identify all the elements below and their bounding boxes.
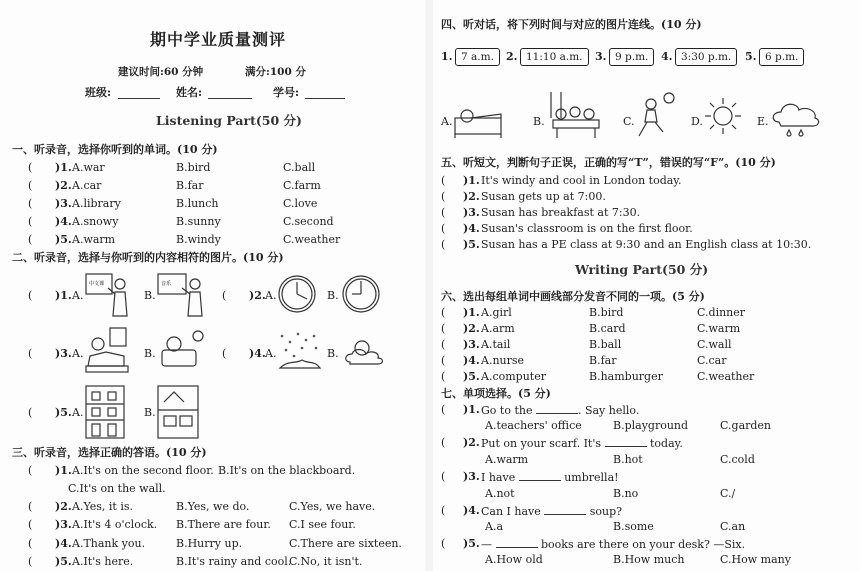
id-field[interactable] xyxy=(305,88,345,99)
answer-paren[interactable]: ( xyxy=(441,322,446,335)
clock-face-picture-b xyxy=(340,273,382,315)
answer-paren[interactable]: ( xyxy=(441,206,446,219)
option-c: C.dinner xyxy=(697,306,746,319)
question-num: )5. xyxy=(55,406,72,419)
option-a: A.warm xyxy=(485,453,529,466)
answer-paren[interactable]: ( xyxy=(28,215,33,228)
answer-paren[interactable]: ( xyxy=(28,289,33,302)
board-text: 音乐 xyxy=(161,281,172,287)
option-a: A.It's on the second floor. xyxy=(72,464,214,477)
time-label: 建议时间:60 分钟 xyxy=(118,66,204,78)
answer-paren[interactable]: ( xyxy=(28,500,33,513)
stem-post: books are there on your desk? —Six. xyxy=(541,538,746,551)
rain-cloud-picture xyxy=(769,98,821,138)
question-num: )5. xyxy=(463,238,480,251)
question-num: )3. xyxy=(463,470,480,483)
statement: It's windy and cool in London today. xyxy=(481,174,682,187)
left-page xyxy=(0,0,425,571)
question-num: )4. xyxy=(55,537,72,550)
answer-paren[interactable]: ( xyxy=(441,190,446,203)
option-a: A.arm xyxy=(481,322,515,335)
pic-label: C. xyxy=(623,115,635,128)
answer-paren[interactable]: ( xyxy=(441,370,446,383)
sun-rays xyxy=(705,98,741,134)
option-b: B.playground xyxy=(613,419,689,432)
question-num: )3. xyxy=(463,338,480,351)
question-stem xyxy=(481,470,619,485)
snowy-scene-picture xyxy=(276,330,322,374)
option-b: B.windy xyxy=(176,233,221,246)
option-b: B.lunch xyxy=(176,197,219,210)
option-c: C.There are sixteen. xyxy=(289,537,402,550)
sun-behind-cloud-picture xyxy=(340,336,390,366)
fill-blank[interactable] xyxy=(536,403,578,414)
option-c: C.second xyxy=(283,215,334,228)
writing-part-header: Writing Part(50 分) xyxy=(575,262,709,277)
time-num: 2. xyxy=(506,50,518,63)
question-num: )2. xyxy=(463,322,480,335)
fill-blank[interactable] xyxy=(496,537,538,548)
option-c: C.warm xyxy=(697,322,741,335)
option-c: C.weather xyxy=(283,233,341,246)
section5-title: 五、听短文，判断句子正误，正确的写“T”，错误的写“F”。(10 分) xyxy=(441,156,776,169)
option-a: A.snowy xyxy=(72,215,119,228)
answer-paren[interactable]: ( xyxy=(441,403,446,416)
answer-paren[interactable]: ( xyxy=(441,537,446,550)
option-b: B.Hurry up. xyxy=(176,537,243,550)
option-b: B.far xyxy=(176,179,204,192)
question-num: )3. xyxy=(55,518,72,531)
option-a: A.How old xyxy=(485,553,543,566)
statement: Susan has breakfast at 7:30. xyxy=(481,206,641,219)
option-b: B.How much xyxy=(613,553,685,566)
option-c: C.ball xyxy=(283,161,316,174)
option-a: A.Thank you. xyxy=(72,537,146,550)
option-b: B.There are four. xyxy=(176,518,271,531)
listening-part-header: Listening Part(50 分) xyxy=(156,113,302,128)
section6-title: 六、选出每组单词中画线部分发音不同的一项。(5 分) xyxy=(441,290,705,303)
option-a: A.nurse xyxy=(481,354,525,367)
answer-paren[interactable]: ( xyxy=(28,406,33,419)
option-b: B.hamburger xyxy=(589,370,663,383)
stem-pre: I have xyxy=(481,471,516,484)
answer-paren[interactable]: ( xyxy=(28,518,33,531)
stem-pre: Go to the xyxy=(481,404,533,417)
answer-paren[interactable]: ( xyxy=(441,338,446,351)
option-a: A. xyxy=(72,289,84,302)
question-num: )4. xyxy=(463,222,480,235)
option-b: B. xyxy=(144,347,156,360)
question-num: )1. xyxy=(55,161,72,174)
stem-pre: — xyxy=(481,538,492,551)
option-a: A.computer xyxy=(481,370,546,383)
stem-post: umbrella! xyxy=(564,471,619,484)
option-b: B. xyxy=(144,289,156,302)
time-box[interactable]: 3:30 p.m. xyxy=(675,48,737,66)
stem-post: . Say hello. xyxy=(577,404,640,417)
teacher-chinese-class-picture xyxy=(84,270,128,320)
pic-label: A. xyxy=(441,115,453,128)
fill-blank[interactable] xyxy=(519,470,561,481)
option-c: C.an xyxy=(720,520,746,533)
teacher-music-class-picture xyxy=(156,270,204,320)
option-b: B.card xyxy=(589,322,626,335)
pic-label: B. xyxy=(533,115,545,128)
option-b: B.sunny xyxy=(176,215,221,228)
question-num: )5. xyxy=(55,233,72,246)
option-b: B.no xyxy=(613,487,639,500)
answer-paren[interactable]: ( xyxy=(441,222,446,235)
answer-paren[interactable]: ( xyxy=(441,174,446,187)
question-num: )1. xyxy=(463,174,480,187)
sun-picture xyxy=(703,96,743,136)
stem-pre: Can I have xyxy=(481,505,541,518)
section2-title: 二、听录音，选择与你听到的内容相符的图片。(10 分) xyxy=(12,251,284,264)
question-stem xyxy=(481,403,639,418)
option-c: C.weather xyxy=(697,370,755,383)
question-num: )5. xyxy=(463,370,480,383)
section7-title: 七、单项选择。(5 分) xyxy=(441,387,551,400)
time-box[interactable]: 9 p.m. xyxy=(609,48,654,66)
option-c: C.How many xyxy=(720,553,791,566)
statement: Susan's classroom is on the first floor. xyxy=(481,222,693,235)
option-c: C.I see four. xyxy=(289,518,356,531)
time-box[interactable]: 6 p.m. xyxy=(759,48,804,66)
option-a: A.teachers' office xyxy=(485,419,582,432)
stem-pre: Put on your scarf. It's xyxy=(481,437,602,450)
answer-paren[interactable]: ( xyxy=(222,289,227,302)
answer-paren[interactable]: ( xyxy=(28,233,33,246)
option-a: A. xyxy=(72,406,84,419)
answer-paren[interactable]: ( xyxy=(222,347,227,360)
option-a: A. xyxy=(72,347,84,360)
answer-paren[interactable]: ( xyxy=(28,161,33,174)
option-a: A.warm xyxy=(72,233,116,246)
answer-paren[interactable]: ( xyxy=(441,504,446,517)
snowflakes xyxy=(281,333,318,358)
question-num: )3. xyxy=(463,206,480,219)
pic-label: E. xyxy=(757,115,769,128)
answer-paren[interactable]: ( xyxy=(28,464,33,477)
section3-title: 三、听录音，选择正确的答语。(10 分) xyxy=(12,446,207,459)
option-b: B. xyxy=(144,406,156,419)
option-a: A.It's here. xyxy=(72,555,134,568)
option-a: A. xyxy=(265,347,277,360)
question-num: )4. xyxy=(249,347,266,360)
time-num: 5. xyxy=(745,50,757,63)
question-num: )2. xyxy=(463,190,480,203)
exam-title: 期中学业质量测评 xyxy=(150,30,287,49)
stem-post: soup? xyxy=(589,505,623,518)
name-field[interactable] xyxy=(208,88,252,99)
section4-title: 四、听对话，将下列时间与对应的图片连线。(10 分) xyxy=(441,18,702,31)
option-b: B. xyxy=(327,289,339,302)
score-label: 满分:100 分 xyxy=(245,66,306,78)
question-num: )5. xyxy=(55,555,72,568)
pic-label: D. xyxy=(691,115,703,128)
child-sleeping-picture xyxy=(156,328,206,374)
answer-paren[interactable]: ( xyxy=(28,347,33,360)
option-c: C.cold xyxy=(720,453,755,466)
option-c: C.It's on the wall. xyxy=(68,482,166,495)
question-num: )5. xyxy=(463,537,480,550)
time-num: 4. xyxy=(661,50,673,63)
option-c: C./ xyxy=(720,487,736,500)
option-a: A. xyxy=(265,289,277,302)
id-label: 学号: xyxy=(273,86,300,99)
option-a: A.war xyxy=(72,161,105,174)
child-in-bed-picture xyxy=(453,96,505,140)
statement: Susan gets up at 7:00. xyxy=(481,190,606,203)
fill-blank[interactable] xyxy=(605,436,647,447)
right-page xyxy=(433,0,860,571)
answer-paren[interactable]: ( xyxy=(28,179,33,192)
option-c: C.garden xyxy=(720,419,772,432)
option-b: B.hot xyxy=(613,453,643,466)
question-num: )4. xyxy=(463,354,480,367)
option-a: A.Yes, it is. xyxy=(72,500,133,513)
question-stem xyxy=(481,537,745,552)
option-c: C.car xyxy=(697,354,727,367)
answer-paren[interactable]: ( xyxy=(28,197,33,210)
question-num: )1. xyxy=(55,464,72,477)
question-num: )2. xyxy=(463,436,480,449)
option-b: B.It's rainy and cool. xyxy=(176,555,292,568)
option-a: A.tail xyxy=(481,338,511,351)
family-dinner-picture xyxy=(547,90,605,142)
child-reading-picture xyxy=(84,326,130,376)
classroom-picture xyxy=(156,384,202,442)
time-num: 1. xyxy=(441,50,453,63)
section1-title: 一、听录音，选择你听到的单词。(10 分) xyxy=(12,143,218,156)
answer-paren[interactable]: ( xyxy=(441,238,446,251)
statement: Susan has a PE class at 9:30 and an English class at 10:30. xyxy=(481,238,812,251)
question-num: )1. xyxy=(463,306,480,319)
option-c: C.Yes, we have. xyxy=(289,500,376,513)
question-num: )2. xyxy=(55,500,72,513)
question-num: )1. xyxy=(55,289,72,302)
question-num: )2. xyxy=(55,179,72,192)
boy-playing-football-picture xyxy=(633,92,677,142)
option-b: B.ball xyxy=(589,338,622,351)
option-c: C.farm xyxy=(283,179,321,192)
option-b: B.bird xyxy=(589,306,624,319)
option-a: A.not xyxy=(485,487,515,500)
clock-face-picture-a xyxy=(276,273,318,315)
question-num: )4. xyxy=(463,504,480,517)
class-field[interactable] xyxy=(118,88,160,99)
answer-paren[interactable]: ( xyxy=(441,306,446,319)
question-num: )4. xyxy=(55,215,72,228)
option-c: C.love xyxy=(283,197,318,210)
question-num: )3. xyxy=(55,347,72,360)
answer-paren[interactable]: ( xyxy=(441,436,446,449)
option-a: A.car xyxy=(72,179,102,192)
question-num: )1. xyxy=(463,403,480,416)
option-b: B.It's on the blackboard. xyxy=(218,464,356,477)
question-num: )3. xyxy=(55,197,72,210)
option-b: B.far xyxy=(589,354,617,367)
time-num: 3. xyxy=(595,50,607,63)
question-stem xyxy=(481,436,683,451)
stem-post: today. xyxy=(650,437,683,450)
option-c: C.No, it isn't. xyxy=(289,555,363,568)
class-label: 班级: xyxy=(85,86,112,99)
answer-paren[interactable]: ( xyxy=(28,555,33,568)
answer-paren[interactable]: ( xyxy=(441,470,446,483)
option-a: A.a xyxy=(485,520,503,533)
option-b: B. xyxy=(327,347,339,360)
option-c: C.wall xyxy=(697,338,732,351)
option-b: B.Yes, we do. xyxy=(176,500,250,513)
option-a: A.girl xyxy=(481,306,512,319)
time-box[interactable]: 11:10 a.m. xyxy=(520,48,589,66)
answer-paren[interactable]: ( xyxy=(441,354,446,367)
question-num: )2. xyxy=(249,289,266,302)
question-stem xyxy=(481,504,622,519)
fill-blank[interactable] xyxy=(544,504,586,515)
time-box[interactable]: 7 a.m. xyxy=(455,48,500,66)
option-a: A.It's 4 o'clock. xyxy=(72,518,158,531)
option-a: A.library xyxy=(72,197,121,210)
board-text: 中文课 xyxy=(89,281,105,287)
option-b: B.bird xyxy=(176,161,211,174)
option-b: B.some xyxy=(613,520,654,533)
library-building-picture xyxy=(84,384,128,442)
name-label: 姓名: xyxy=(176,86,203,99)
answer-paren[interactable]: ( xyxy=(28,537,33,550)
